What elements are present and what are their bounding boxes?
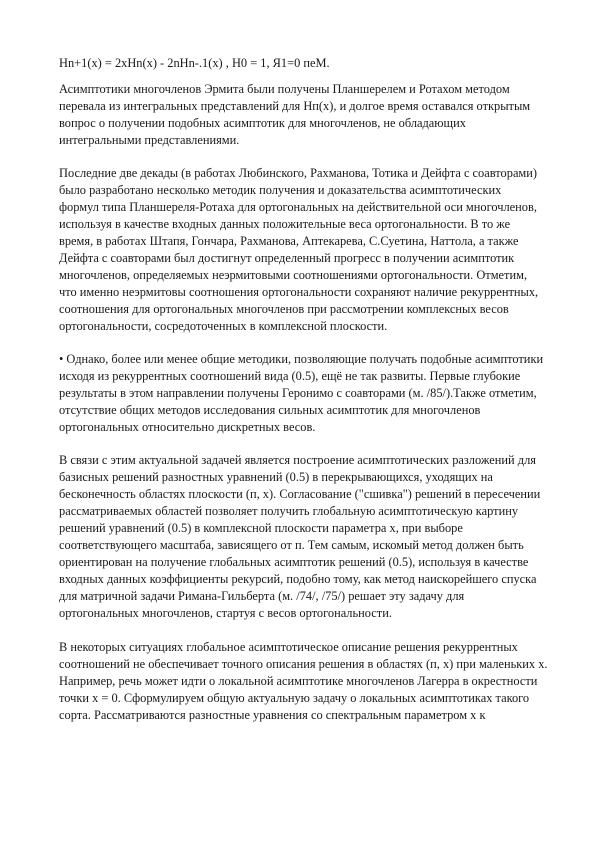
text-line: ортогональности, сосредоточенных в комплексной плоскости. (59, 319, 388, 333)
text-line: В связи с этим актуальной задачей является построение асимптотических разложений для (59, 453, 536, 467)
text-line: используя в качестве входных данных положительные веса ортогональности. В то же (59, 217, 511, 231)
text-line: Дейфта с соавторами был достигнут определенный прогресс в получении асимптотик (59, 251, 515, 265)
text-line: время, в работах Штапя, Гончара, Рахманова, Аптекарева, С.Суетина, Наттола, а также (59, 234, 519, 248)
text-line: Последние две декады (в работах Любинского, Рахманова, Тотика и Дейфта с соавторами) (59, 166, 538, 180)
text-line: Например, речь может идти о локальной асимптотике многочленов Лагерра в окрестности (59, 674, 538, 688)
text-line: ориентирован на получение глобальных асимптотик решений (0.5), используя в качестве (59, 555, 529, 569)
text-line: бесконечность областях плоскости (п, х). Согласование ("сшивка") решений в пересечении (59, 487, 541, 501)
text-line: перевала из интегральных представлений для Нп(х), и долгое время оставался открытым (59, 99, 531, 113)
text-line: решений уравнений (0.5) в комплексной плоскости параметра х, при выборе (59, 521, 463, 535)
text-line: • Однако, более или менее общие методики, позволяющие получать подобные асимптотики (59, 352, 544, 366)
text-line: исходя из рекуррентных соотношений вида (0.5), ещё не так развиты. Первые глубокие (59, 369, 521, 383)
text-line: базисных решений разностных уравнений (0.5) в перекрывающихся, уходящих на (59, 470, 493, 484)
text-line: соотношения для ортогональных многочленов при рассмотрении комплексных весов (59, 302, 509, 316)
text-line: ортогональных относительно дискретных весов. (59, 420, 316, 434)
text-line: соотношений не обеспечивает точного описания решения в областях (п, х) при маленьких х. (59, 657, 548, 671)
text-line: многочленов, определяемых неэрмитовыми соотношениями ортогональности. Отметим, (59, 268, 528, 282)
text-line: точки х = 0. Сформулируем общую актуальную задачу о локальных асимптотиках такого (59, 691, 530, 705)
text-line: вопрос о получении подобных асимптотик для многочленов, не обладающих (59, 116, 466, 130)
recurrence-formula: Hn+1(x) = 2xHn(x) - 2nHn-.1(x) , H0 = 1, Я1=0 пеМ. (59, 56, 330, 70)
text-line: рассматриваемых областей позволяет получить глобальную асимптотическую картину (59, 504, 519, 518)
text-line: ортогональных многочленов, стартуя с весов ортогональности. (59, 606, 392, 620)
text-line: результаты в этом направлении получены Геронимо с соавторами (м. /85/).Также отметим, (59, 386, 537, 400)
text-line: входных данных коэффициенты рекурсий, подобно тому, как метод наискорейшего спуска (59, 572, 537, 586)
text-line: для матричной задачи Римана-Гильберта (м. /74/, /75/) решает эту задачу для (59, 589, 465, 603)
text-line: что именно неэрмитовы соотношения ортогональности сохраняют наличие рекуррентных, (59, 285, 539, 299)
text-line: было разработано несколько методик получения и доказательства асимптотических (59, 183, 502, 197)
text-line: формул типа Планшереля-Ротаха для ортогональных на действительной оси многочленов, (59, 200, 537, 214)
text-line: соответствующего масштаба, зависящего от п. Тем самым, искомый метод должен быть (59, 538, 524, 552)
text-line: отсутствие общих методов исследования сильных асимптотик для многочленов (59, 403, 481, 417)
text-line: В некоторых ситуациях глобальное асимптотическое описание решения рекуррентных (59, 640, 518, 654)
text-line: интегральными представлениями. (59, 133, 240, 147)
text-line: сорта. Рассматриваются разностные уравнения со спектральным параметром х к (59, 708, 486, 722)
text-line: Асимптотики многочленов Эрмита были получены Планшерелем и Ротахом методом (59, 82, 510, 96)
